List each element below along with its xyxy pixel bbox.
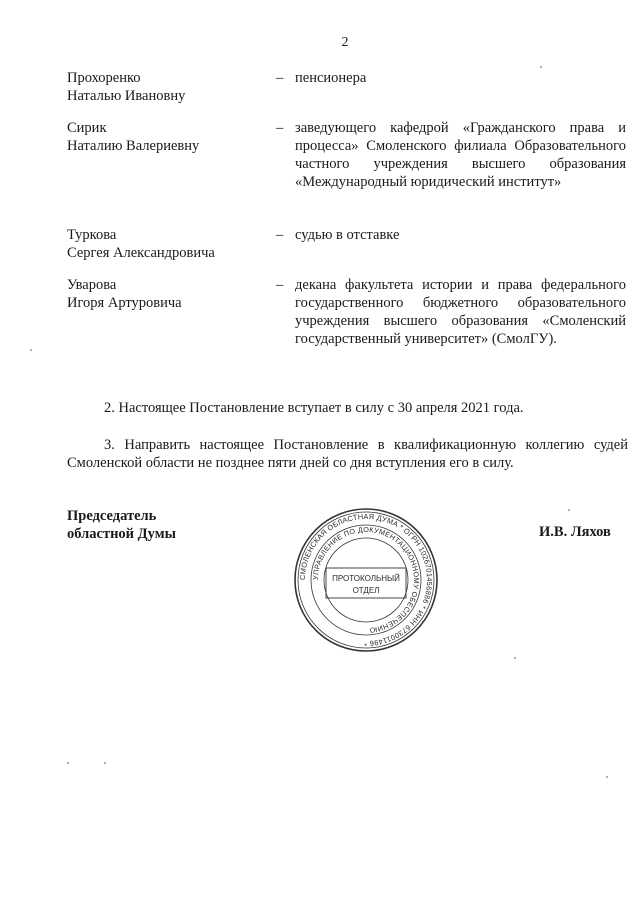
appointee-given-names: Игоря Артуровича: [67, 295, 182, 311]
appointee-name: [67, 69, 267, 105]
paragraph-effective-date: [67, 399, 628, 417]
appointee-position: декана факультета истории и права федерального государственного бюджетного образовательного учреждения высшего образования «Смоленский государственный университет» (СмолГУ).: [295, 277, 626, 347]
appointee-given-names: Сергея Александровича: [67, 245, 215, 261]
appointee-given-names: Наталью Ивановну: [67, 88, 186, 104]
entry-dash: –: [276, 120, 284, 136]
scan-speck: [514, 657, 516, 659]
seal-center-line2: ОТДЕЛ: [352, 586, 380, 595]
seal-outer-text: СМОЛЕНСКАЯ ОБЛАСТНАЯ ДУМА * ОГРН 1026701456886 * ИНН 6730011496 *: [297, 511, 435, 649]
appointee-name: [67, 226, 267, 262]
signatory-title: [67, 507, 176, 543]
appointee-given-names: Наталию Валериевну: [67, 138, 200, 154]
appointee-position: судью в отставке: [295, 227, 400, 243]
scan-speck: [540, 66, 542, 68]
scan-speck: [606, 776, 608, 778]
signatory-title-line1: Председатель: [67, 508, 157, 524]
page-number: 2: [341, 35, 349, 50]
appointee-surname: Сирик: [67, 120, 107, 136]
appointee-surname: Туркова: [67, 227, 117, 243]
appointee-surname: Уварова: [67, 277, 117, 293]
scan-speck: [30, 349, 32, 351]
scan-speck: [568, 509, 570, 511]
appointee-name: [67, 276, 267, 312]
entry-dash: –: [276, 70, 284, 86]
appointee-surname: Прохоренко: [67, 70, 141, 86]
entry-dash: –: [276, 227, 284, 243]
paragraph-text: 3. Направить настоящее Постановление в квалификационную коллегию судей Смоленской области не позднее пяти дней со дня вступления его в силу.: [67, 437, 628, 471]
appointee-position: пенсионера: [295, 70, 367, 86]
scan-speck: [104, 762, 106, 764]
seal-center-line1: ПРОТОКОЛЬНЫЙ: [332, 574, 400, 583]
paragraph-text: 2. Настоящее Постановление вступает в силу с 30 апреля 2021 года.: [104, 400, 524, 416]
appointee-position: заведующего кафедрой «Гражданского права и процесса» Смоленского филиала Образовательного частного учреждения высшего образования «Международный юридический институт»: [295, 120, 626, 190]
signatory-title-line2: областной Думы: [67, 526, 176, 542]
signatory-name: И.В. Ляхов: [539, 524, 611, 540]
paragraph-forwarding: [67, 436, 628, 472]
scan-speck: [67, 762, 69, 764]
entry-dash: –: [276, 277, 284, 293]
seal-inner-text: УПРАВЛЕНИЕ ПО ДОКУМЕНТАЦИОННОМУ ОБЕСПЕЧЕНИЮ: [310, 524, 422, 635]
official-seal: [292, 506, 440, 654]
appointee-name: [67, 119, 267, 155]
